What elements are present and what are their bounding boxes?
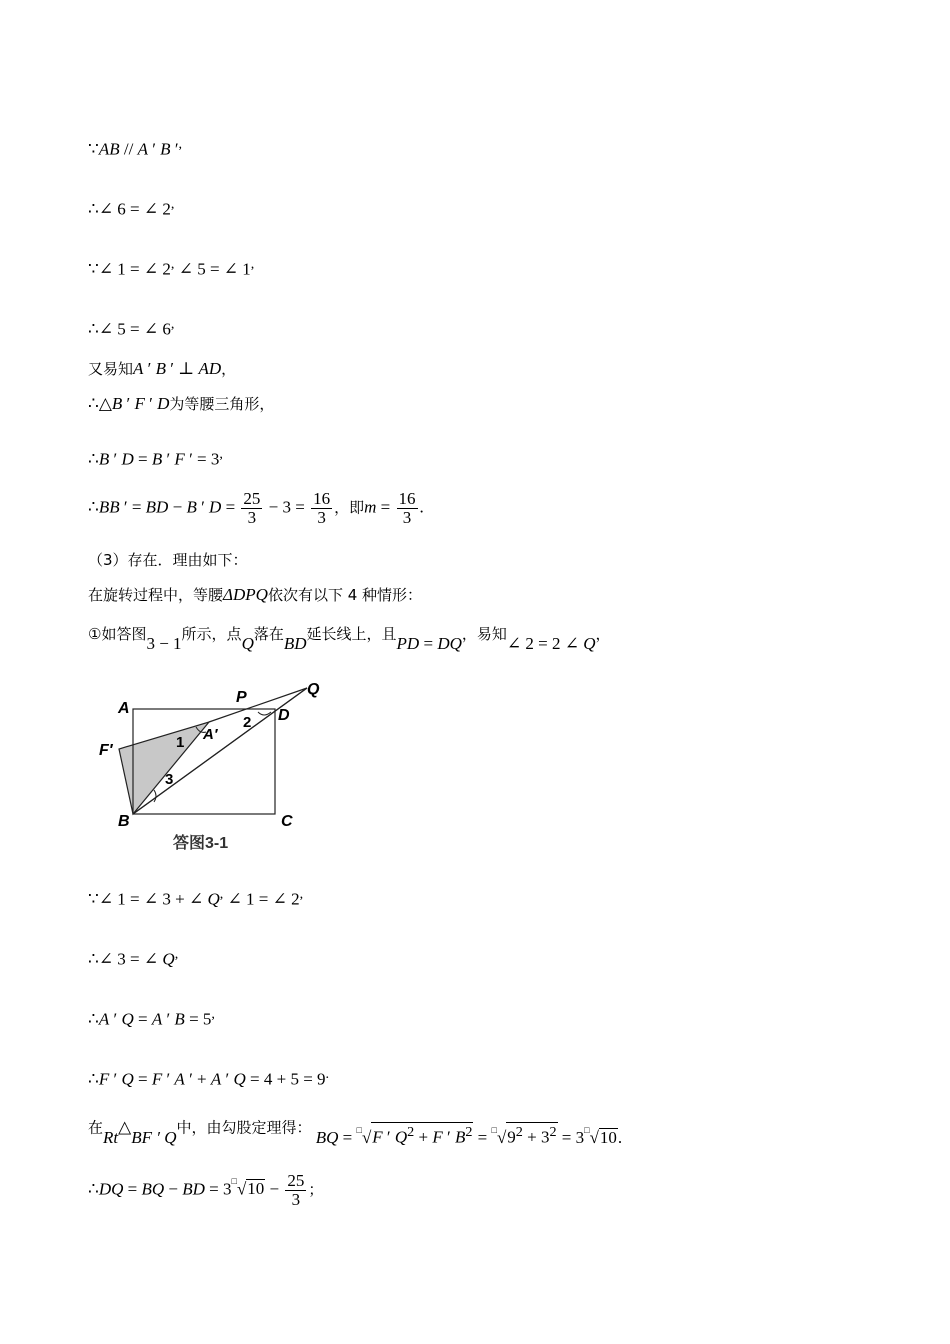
- proof-line-7: ∴B ′ D = B ′ F ′ = 3,: [88, 446, 223, 469]
- label-angle-3: 3: [165, 771, 174, 788]
- proof-line-11: ①如答图3 − 1所示，点Q落在BD延长线上，且PD = DQ，易知∠ 2 = 2 ∠ Q，: [88, 625, 611, 653]
- proof-line-2: ∴∠ 6 = ∠ 2,: [88, 196, 175, 219]
- proof-line-13: ∴∠ 3 = ∠ Q,: [88, 946, 179, 969]
- label-fp: F′: [99, 742, 113, 759]
- label-q: Q: [307, 681, 320, 698]
- figure-caption: 答图3-1: [173, 835, 229, 852]
- proof-line-14: ∴A ′ Q = A ′ B = 5,: [88, 1006, 215, 1029]
- idx-0: [0, 0, 1, 1]
- proof-line-1: ∵AB // A ′ B ′,: [88, 136, 183, 159]
- proof-line-17: ∴DQ = BQ − BD = 3□√10 − $\frac{25}{3}$ ；: [88, 1171, 324, 1209]
- label-d: D: [278, 707, 290, 724]
- angle-arc-2: [258, 712, 271, 715]
- proof-line-5: 又易知A ′ B ′ ⊥ AD，: [88, 359, 237, 378]
- label-b: B: [118, 813, 130, 830]
- label-p: P: [236, 689, 247, 706]
- proof-line-8: ∴BB ′ = BD − B ′ D = $\frac{25}{3}$ − 3 = $\frac{16}{3}$ ，即m = $\frac{16}{3}$ .: [88, 489, 424, 527]
- proof-line-10: 在旋转过程中，等腰ΔDPQ依次有以下 4 种情形：: [88, 585, 423, 604]
- proof-line-12: ∵∠ 1 = ∠ 3 + ∠ Q, ∠ 1 = ∠ 2,: [88, 886, 304, 909]
- proof-line-4: ∴∠ 5 = ∠ 6,: [88, 316, 175, 339]
- label-ap: A′: [203, 726, 218, 743]
- proof-line-3: ∵∠ 1 = ∠ 2, ∠ 5 = ∠ 1,: [88, 256, 255, 279]
- label-a: A: [118, 700, 130, 717]
- label-angle-1: 1: [176, 734, 185, 751]
- proof-line-15: ∴F ′ Q = F ′ A ′ + A ′ Q = 4 + 5 = 9.: [88, 1066, 330, 1089]
- proof-line-6: ∴△B ′ F ′ D为等腰三角形，: [88, 394, 275, 413]
- angle-arc-3: [154, 790, 156, 802]
- label-angle-2: 2: [243, 714, 252, 731]
- proof-line-16: 在Rt△BF ′ Q中，由勾股定理得： BQ = □√F ′ $Q^2 + F$ ′ $B^2$ = $□√9^2 + 3^2$ = 3□√10.: [88, 1117, 623, 1147]
- geometry-figure: [88, 672, 348, 857]
- label-c: C: [281, 813, 293, 830]
- proof-line-9: （3）存在．理由如下：: [88, 551, 248, 569]
- line-ap-q: [209, 688, 307, 722]
